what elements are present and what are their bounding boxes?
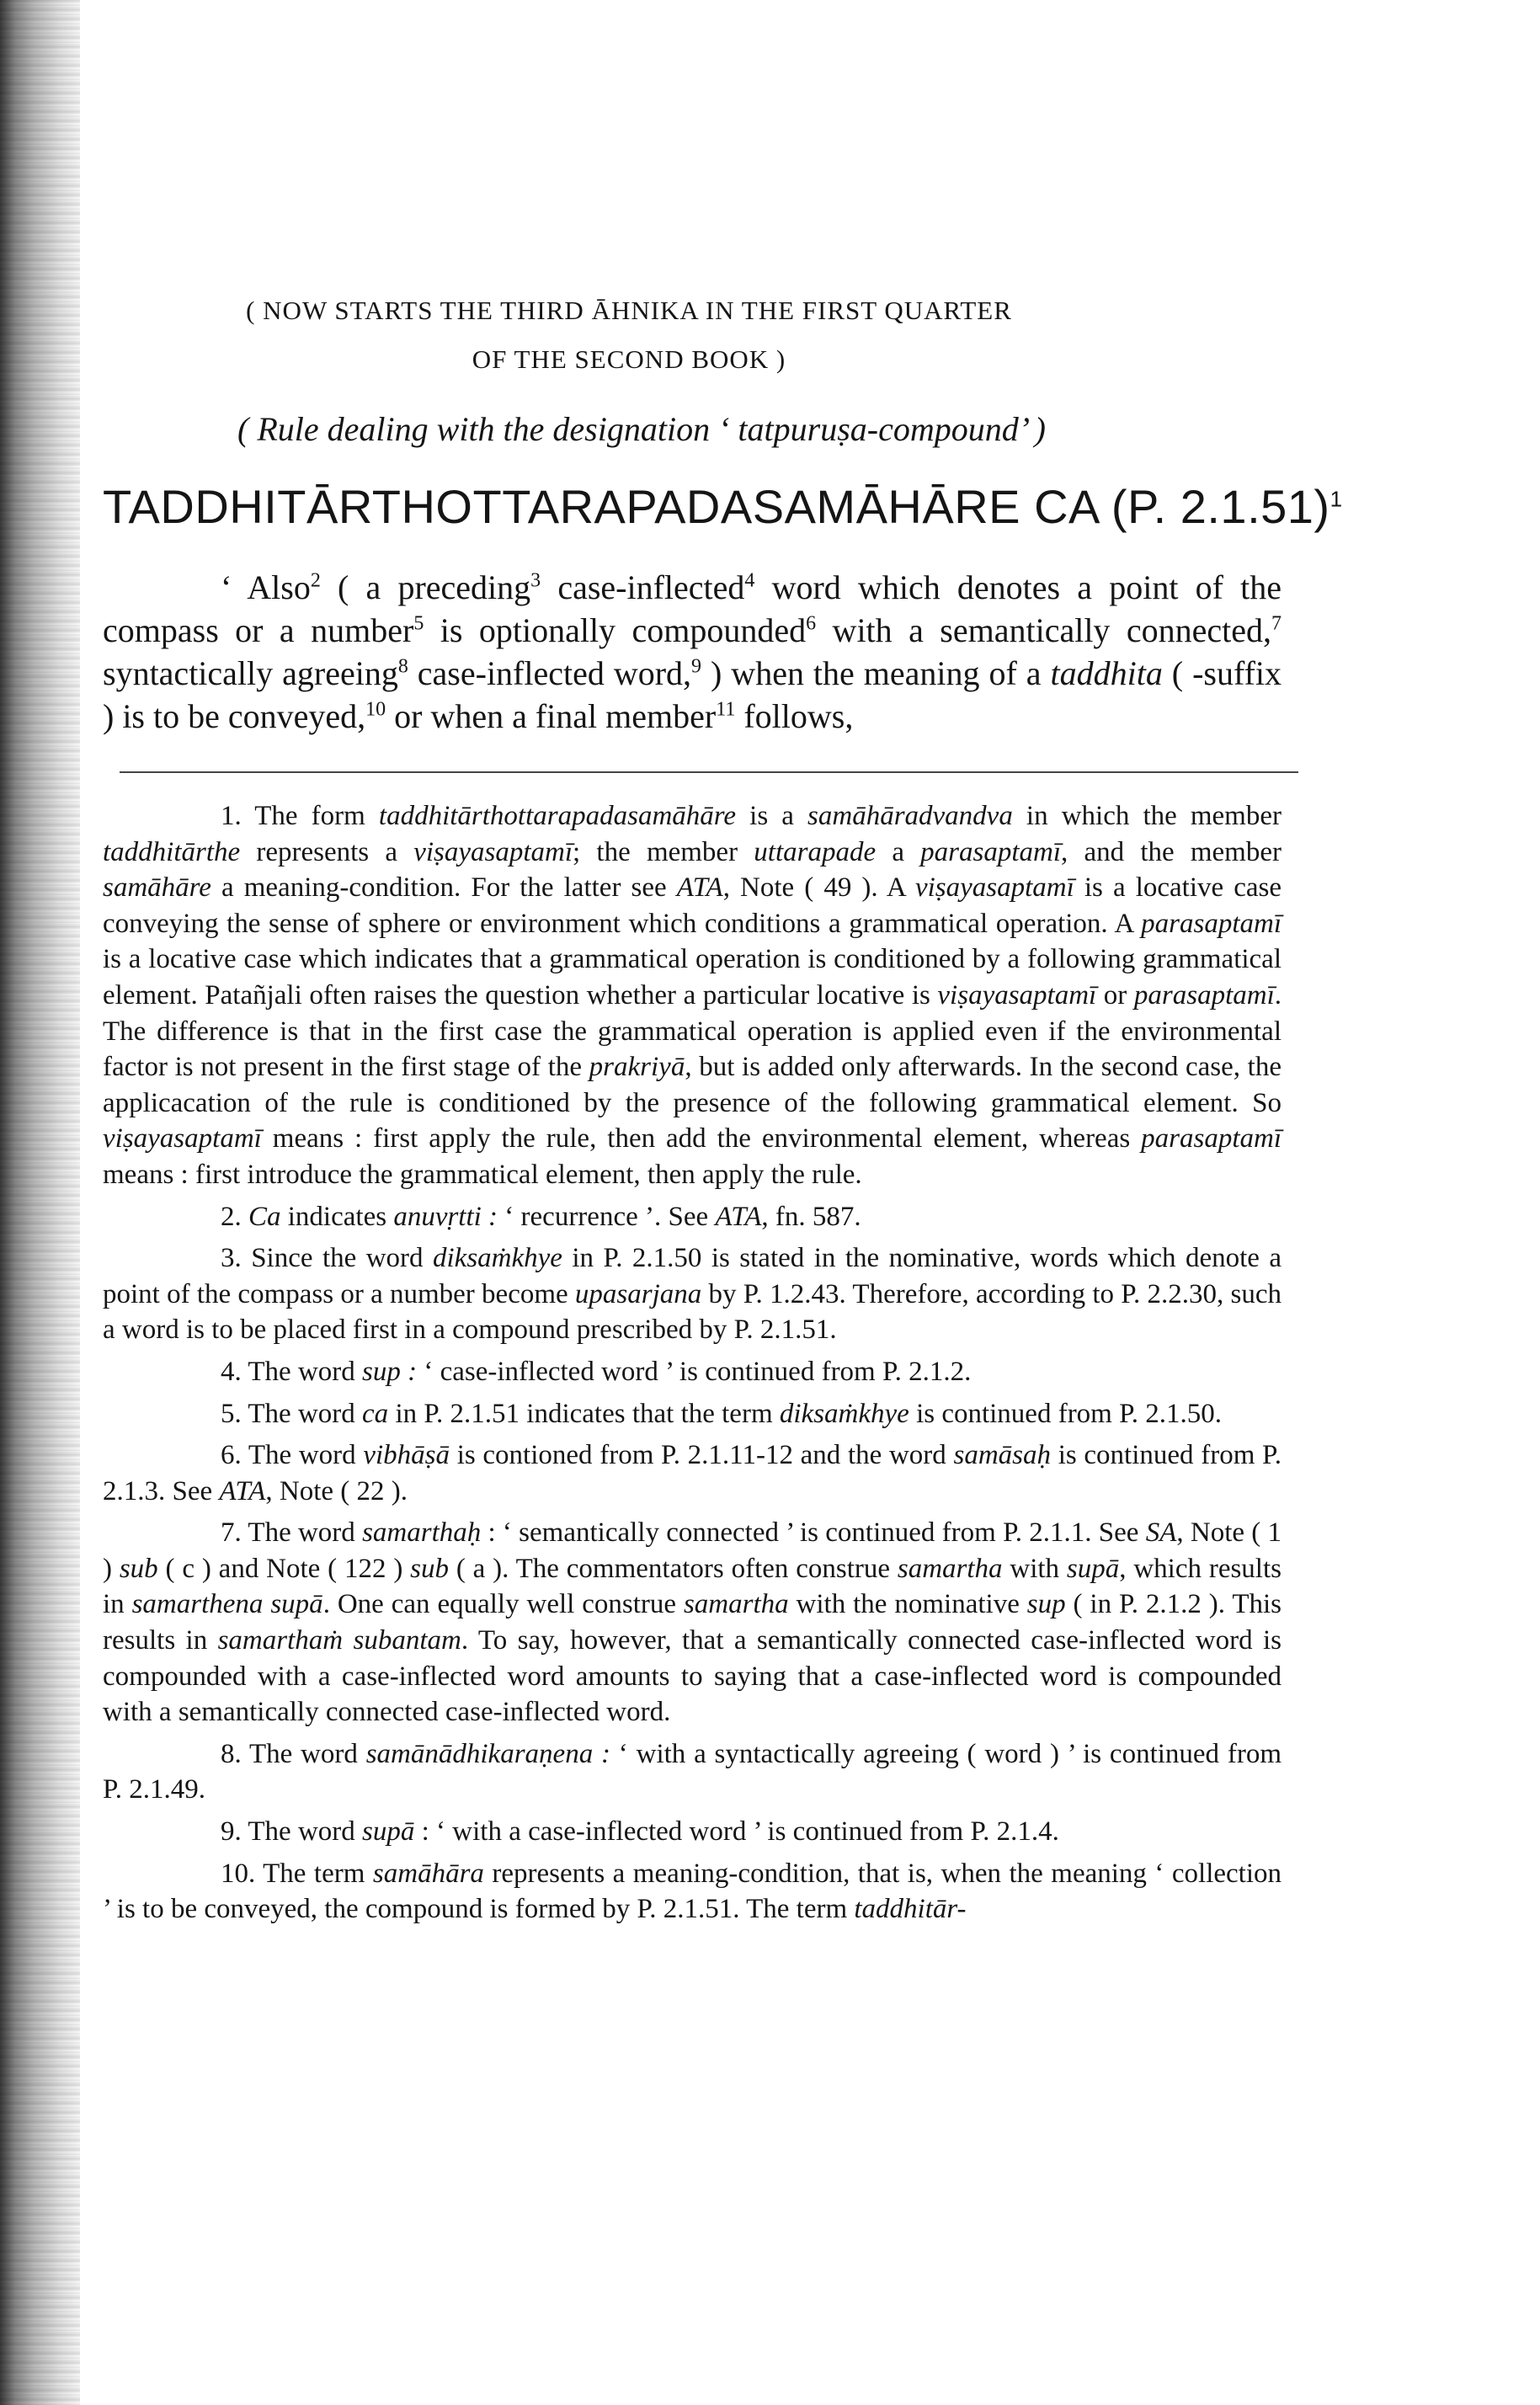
fn-text: : ‘ semantically connected ’ is continued from P. 2.1.1. See (481, 1517, 1146, 1549)
translation-paragraph (103, 566, 1282, 738)
translation-text: is optionally compounded (424, 611, 807, 649)
footnote-divider (120, 771, 1298, 773)
footnote-10 (103, 1856, 1282, 1928)
footnote-number: 8. (221, 1738, 242, 1769)
fn-text: ( c ) and Note ( 122 ) (157, 1553, 411, 1584)
fn-italic: parasaptamī (1141, 908, 1282, 939)
fn-text: ‘ recurrence ’. See (498, 1201, 716, 1232)
fn-text: ( a ). The commentators often construe (449, 1553, 898, 1584)
footnote-ref: 8 (397, 655, 408, 678)
fn-text: represents a meaning-condition, that is, when the meaning ‘ collection ’ is to be conveyed, the compound is formed by P. 2.1.51. The term (103, 1858, 1282, 1925)
fn-italic: parasaptamī (1141, 1123, 1282, 1155)
fn-italic: uttarapade (754, 836, 877, 867)
fn-italic: viṣayasaptamī (413, 836, 573, 867)
footnote-number: 6. (221, 1440, 242, 1471)
translation-text: follows, (735, 697, 854, 735)
footnote-2 (103, 1199, 1282, 1235)
fn-text: , fn. 587. (761, 1201, 861, 1232)
fn-text: The word (241, 1517, 363, 1549)
fn-text: , Note ( 49 ). A (722, 872, 915, 904)
footnote-number: 3. (221, 1243, 242, 1274)
translation-text: ( a preceding (320, 568, 531, 606)
fn-text: , which results in (103, 1553, 1282, 1620)
footnote-number: 7. (221, 1517, 242, 1549)
fn-text: means : first apply the rule, then add the environmental element, whereas (261, 1123, 1142, 1155)
translation-text: ‘ Also (221, 568, 311, 606)
fn-text: , Note ( 1 ) (103, 1517, 1282, 1584)
rule-subheading: ( Rule dealing with the designation ‘ tatpuruṣa-compound’ ) (237, 410, 1046, 448)
page-content (103, 286, 1343, 1933)
translation-text: with a semantically connected, (816, 611, 1271, 649)
fn-text: with the nominative (788, 1589, 1027, 1620)
fn-italic: ATA (219, 1475, 266, 1506)
fn-italic: ATA (715, 1201, 762, 1232)
fn-text: a meaning-condition. For the latter see (210, 872, 677, 904)
fn-italic: vibhāṣā (363, 1440, 450, 1471)
fn-italic: taddhitārthe (103, 836, 241, 867)
fn-italic: samāhāre (103, 872, 211, 904)
footnote-9 (103, 1814, 1282, 1850)
fn-text: The word (241, 1816, 363, 1848)
fn-text: is continued from P. 2.1.3. See (103, 1440, 1282, 1506)
fn-text: is continued from P. 2.1.50. (909, 1398, 1223, 1429)
translation-italic: taddhita (1050, 654, 1163, 692)
fn-italic: parasaptamī (920, 836, 1062, 867)
fn-text: ‘ case-inflected word ’ is continued from P. 2.1.2. (417, 1356, 972, 1387)
fn-text: is a locative case which indicates that a grammatical operation is conditioned by a following grammatical element. Patañjali often raises the question whether a particular locative is (103, 944, 1282, 1011)
footnote-number: 1. (221, 801, 242, 831)
fn-text: The word (241, 1738, 366, 1769)
fn-italic: parasaptamī (1133, 979, 1275, 1011)
fn-text: is contioned from P. 2.1.11-12 and the word (450, 1440, 954, 1471)
translation-text: syntactically agreeing (103, 654, 398, 692)
fn-text: means : first introduce the grammatical element, then apply the rule. (103, 1159, 862, 1190)
fn-italic: anuvṛtti : (393, 1201, 498, 1232)
footnote-number: 5. (221, 1398, 242, 1429)
footnote-ref: 5 (413, 612, 424, 635)
fn-text: by P. 1.2.43. Therefore, according to P. 2.2.30, such a word is to be placed first in a compound prescribed by P. 2.1.51. (103, 1278, 1282, 1346)
fn-text: a (876, 836, 921, 867)
fn-italic: sub (119, 1553, 158, 1584)
sutra-text: TADDHITĀRTHOTTARAPADASAMĀHĀRE CA (P. 2.1.51) (103, 480, 1330, 533)
ahnika-heading-line1: ( NOW STARTS THE THIRD ĀHNIKA IN THE FIRST QUARTER (246, 296, 1012, 325)
footnote-ref: 6 (806, 612, 817, 635)
fn-text: with (1002, 1553, 1067, 1584)
footnote-5 (103, 1396, 1282, 1432)
fn-text: The word (241, 1398, 363, 1429)
fn-italic: taddhitār- (854, 1894, 967, 1925)
fn-italic: diksaṁkhye (433, 1243, 562, 1274)
footnote-ref: 3 (530, 569, 541, 592)
fn-text: , and the member (1061, 836, 1282, 867)
fn-text: ‘ with a syntactically agreeing ( word ) ’ is continued from P. 2.1.49. (103, 1738, 1282, 1805)
fn-italic: viṣayasaptamī (937, 979, 1097, 1011)
fn-italic: ca (362, 1398, 389, 1429)
footnote-number: 10. (221, 1858, 256, 1889)
translation-text: ) when the meaning of a (701, 654, 1051, 692)
fn-italic: samarthena supā (131, 1589, 323, 1620)
footnote-number: 4. (221, 1356, 242, 1387)
footnote-1 (103, 798, 1282, 1193)
fn-text: is a (736, 801, 808, 831)
fn-text: represents a (240, 836, 414, 867)
fn-italic: samānādhikaraṇena : (365, 1738, 610, 1769)
translation-text: ( -suffix ) is to be conveyed, (103, 654, 1282, 735)
fn-text: , Note ( 22 ). (265, 1475, 408, 1506)
fn-text: : ‘ with a case-inflected word ’ is continued from P. 2.1.4. (414, 1816, 1059, 1848)
footnote-6 (103, 1437, 1282, 1509)
fn-italic: sup (1026, 1589, 1066, 1620)
fn-text: Since the word (241, 1243, 433, 1274)
footnote-number: 2. (221, 1201, 242, 1232)
fn-text: . To say, however, that a semantically connected case-inflected word is compounded with a case-inflected word amounts to saying that a case-inflected word is compounded with a semantically connected case-inflected word. (103, 1625, 1282, 1728)
fn-text: The form (241, 801, 379, 831)
footnote-ref: 10 (365, 698, 386, 721)
footnote-8 (103, 1736, 1282, 1808)
fn-text: The word (241, 1356, 363, 1387)
fn-italic: taddhitārthottarapadasamāhāre (378, 801, 737, 831)
fn-italic: samartha (683, 1589, 789, 1620)
footnote-4 (103, 1354, 1282, 1390)
fn-text: in which the member (1012, 801, 1282, 831)
sutra-title (103, 479, 1343, 534)
fn-text: or (1096, 979, 1134, 1011)
fn-text (242, 1202, 248, 1232)
footnote-ref: 11 (716, 698, 736, 721)
fn-text: . The difference is that in the first case the grammatical operation is applied even if the environmental factor is not present in the first stage of the (103, 979, 1282, 1083)
fn-italic: supā (1066, 1553, 1120, 1584)
fn-text: is a locative case conveying the sense of sphere or environment which conditions a grammatical operation. A (103, 872, 1282, 939)
translation-text: word which denotes a point of the compass or a number (103, 568, 1282, 649)
footnote-number: 9. (221, 1816, 242, 1848)
fn-text: indicates (280, 1201, 394, 1232)
translation-text: case-inflected word, (408, 654, 692, 692)
footnote-7 (103, 1515, 1282, 1730)
ahnika-heading-line2: OF THE SECOND BOOK ) (472, 344, 786, 374)
fn-italic: Ca (248, 1201, 281, 1232)
footnote-ref: 4 (744, 569, 755, 592)
fn-text: in P. 2.1.50 is stated in the nominative, words which denote a point of the compass or a number become (103, 1243, 1282, 1309)
footnote-ref: 7 (1271, 612, 1282, 635)
fn-italic: sup : (362, 1356, 418, 1387)
fn-italic: prakriyā (589, 1052, 685, 1083)
fn-text: ; the member (573, 836, 754, 867)
fn-italic: viṣayasaptamī (103, 1123, 262, 1155)
fn-italic: diksaṁkhye (779, 1398, 909, 1429)
fn-text: , but is added only afterwards. In the second case, the applicacation of the rule is conditioned by the presence of the following grammatical element. So (103, 1052, 1282, 1118)
translation-text: case-inflected (541, 568, 745, 606)
fn-italic: upasarjana (574, 1278, 702, 1309)
fn-text: . One can equally well construe (322, 1589, 684, 1620)
fn-italic: samarthaṁ subantam (217, 1625, 461, 1656)
sutra-footnote-ref: 1 (1330, 486, 1343, 512)
fn-italic: SA (1145, 1517, 1177, 1549)
footnote-3 (103, 1240, 1282, 1348)
fn-italic: sub (410, 1553, 449, 1584)
fn-italic: samarthaḥ (362, 1517, 482, 1549)
translation-text: or when a final member (386, 697, 717, 735)
fn-text: in P. 2.1.51 indicates that the term (388, 1398, 780, 1429)
fn-italic: ATA (676, 872, 723, 904)
fn-text: The term (255, 1858, 373, 1889)
fn-italic: samāhāra (372, 1858, 484, 1889)
footnote-ref: 2 (310, 569, 321, 592)
fn-text: ( in P. 2.1.2 ). This results in (103, 1589, 1282, 1656)
fn-text: The word (241, 1440, 364, 1471)
footnote-ref: 9 (691, 655, 702, 678)
fn-italic: samāhāradvandva (807, 801, 1013, 831)
fn-italic: supā (362, 1816, 415, 1848)
fn-italic: samāsaḥ (953, 1440, 1052, 1471)
fn-italic: samartha (897, 1553, 1003, 1584)
fn-italic: viṣayasaptamī (914, 872, 1074, 904)
